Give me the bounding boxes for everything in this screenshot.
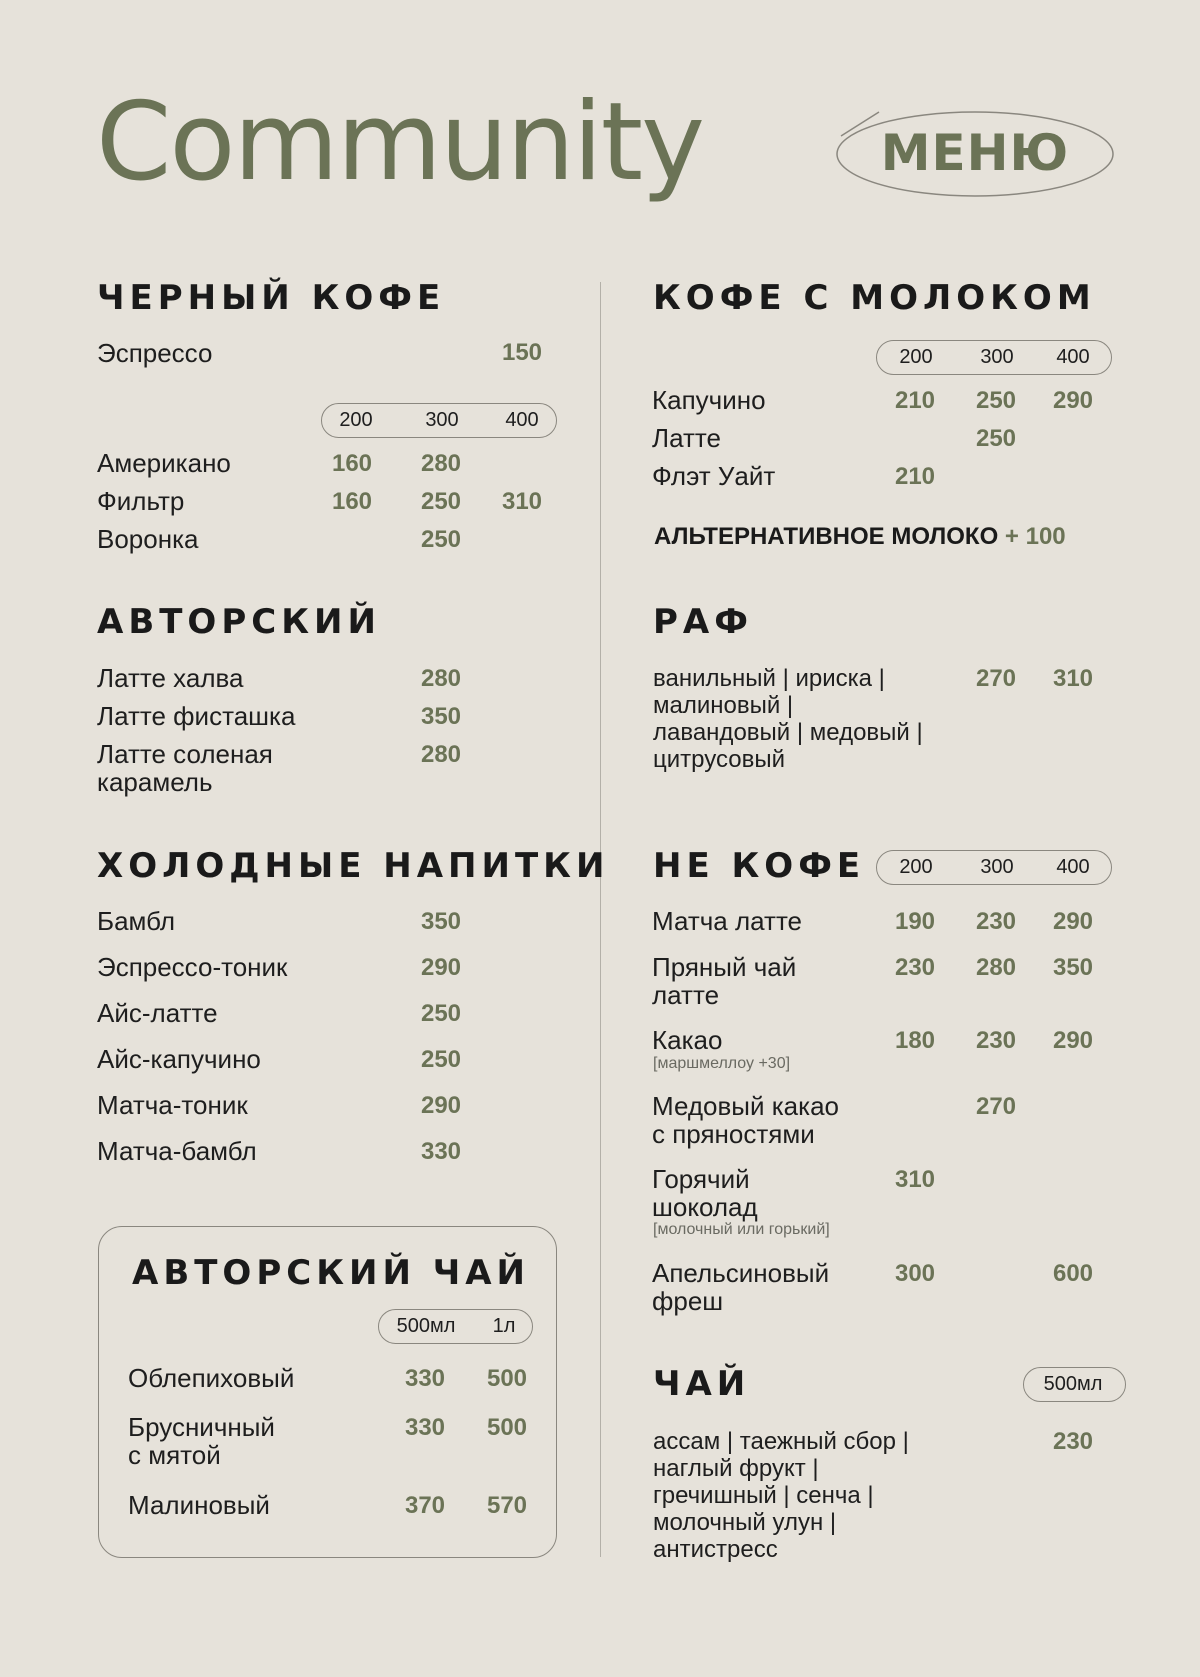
menu-item-name [652, 953, 796, 1009]
menu-item-price: 330 [404, 1414, 446, 1441]
section-title: НЕ КОФЕ [653, 846, 866, 886]
section-title: АВТОРСКИЙ ЧАЙ [132, 1253, 530, 1293]
brand-logo: Community [96, 80, 704, 205]
menu-item-name: Малиновый [128, 1490, 270, 1520]
menu-item-price: 230 [1052, 1428, 1094, 1455]
menu-item-price: 270 [975, 1093, 1017, 1120]
size-label: 500мл [396, 1315, 456, 1337]
section-title: ЧАЙ [653, 1364, 751, 1404]
size-label: 300 [980, 856, 1014, 878]
size-label: 500мл [1043, 1373, 1103, 1395]
menu-item-price: 270 [975, 665, 1017, 692]
flavor-line: малиновый | [653, 692, 794, 719]
tea-kind-line: гречишный | сенча | [653, 1482, 874, 1509]
menu-item-name-line: Брусничный [128, 1412, 275, 1442]
size-label: 300 [980, 346, 1014, 368]
menu-item-name-line: с мятой [128, 1440, 221, 1470]
menu-item-price: 210 [894, 387, 936, 414]
menu-item-price: 500 [486, 1414, 528, 1441]
menu-item-name-line: Апельсиновый [652, 1258, 830, 1288]
size-label: 400 [505, 409, 539, 431]
menu-item-price: 210 [894, 463, 936, 490]
menu-item-name: Латте [652, 423, 721, 453]
menu-item-name: Капучино [652, 385, 766, 415]
tea-kind-line: наглый фрукт | [653, 1455, 819, 1482]
menu-item-name-line: Медовый какао [652, 1091, 839, 1121]
menu-item-name [128, 1413, 275, 1469]
section-title: АВТОРСКИЙ [97, 602, 381, 642]
menu-item-name: Латте халва [97, 663, 244, 693]
menu-item-name [97, 740, 273, 796]
menu-item-price: 150 [501, 339, 543, 366]
menu-item-name-line: латте [652, 980, 720, 1010]
raf-flavors [653, 665, 923, 773]
size-label: 400 [1056, 346, 1090, 368]
menu-item-name: Облепиховый [128, 1363, 295, 1393]
size-label: 200 [899, 346, 933, 368]
menu-item-name: Воронка [97, 524, 199, 554]
menu-item-price: 180 [894, 1027, 936, 1054]
menu-item-price: 160 [331, 450, 373, 477]
menu-item-price: 350 [420, 703, 462, 730]
menu-item-price: 300 [894, 1260, 936, 1287]
alt-milk-note [654, 523, 1066, 551]
menu-item-name-line: карамель [97, 767, 213, 797]
menu-item-name [652, 1259, 829, 1315]
tea-kind-line: антистресс [653, 1536, 778, 1563]
menu-item-price: 290 [420, 1092, 462, 1119]
menu-item-price: 250 [420, 488, 462, 515]
menu-item-name-line: с пряностями [652, 1119, 815, 1149]
tea-kind-line: молочный улун | [653, 1509, 837, 1536]
menu-item-name: Какао [652, 1025, 723, 1055]
column-divider [600, 282, 601, 1557]
size-label: 200 [339, 409, 373, 431]
menu-item-name: Флэт Уайт [652, 461, 776, 491]
menu-item-price: 600 [1052, 1260, 1094, 1287]
tea-kinds [653, 1428, 909, 1563]
menu-item-price: 160 [331, 488, 373, 515]
menu-item-name-line: Пряный чай [652, 952, 797, 982]
section-title: ХОЛОДНЫЕ НАПИТКИ [97, 846, 610, 886]
menu-item-price: 280 [975, 954, 1017, 981]
menu-item-price: 250 [420, 526, 462, 553]
menu-item-name [652, 1092, 839, 1148]
alt-milk-price: + 100 [1004, 523, 1066, 550]
menu-item-price: 250 [420, 1046, 462, 1073]
menu-item-name: Эспрессо [97, 338, 213, 368]
menu-item-name-line: Латте соленая [97, 739, 273, 769]
menu-item-price: 330 [420, 1138, 462, 1165]
menu-item-price: 310 [894, 1166, 936, 1193]
menu-item-price: 250 [975, 387, 1017, 414]
menu-item-price: 290 [420, 954, 462, 981]
menu-item-price: 280 [420, 450, 462, 477]
section-title: КОФЕ С МОЛОКОМ [653, 278, 1096, 318]
flavor-line: цитрусовый [653, 746, 785, 773]
menu-item-name: Айс-латте [97, 998, 218, 1028]
menu-item-name [652, 1165, 758, 1221]
menu-item-price: 250 [975, 425, 1017, 452]
menu-item-price: 290 [1052, 1027, 1094, 1054]
menu-item-name: Эспрессо-тоник [97, 952, 288, 982]
flavor-line: лавандовый | медовый | [653, 719, 923, 746]
tea-kind-line: ассам | таежный сбор | [653, 1428, 909, 1455]
flavor-line: ванильный | ириска | [653, 665, 885, 692]
menu-item-price: 310 [501, 488, 543, 515]
menu-item-price: 230 [894, 954, 936, 981]
menu-item-name: Бамбл [97, 906, 175, 936]
menu-item-price: 250 [420, 1000, 462, 1027]
menu-item-price: 190 [894, 908, 936, 935]
menu-item-price: 330 [404, 1365, 446, 1392]
menu-item-price: 570 [486, 1492, 528, 1519]
menu-item-price: 280 [420, 665, 462, 692]
menu-item-name-line: Горячий [652, 1164, 750, 1194]
menu-item-note: [маршмеллоу +30] [653, 1055, 791, 1072]
menu-item-price: 350 [420, 908, 462, 935]
menu-item-note: [молочный или горький] [653, 1221, 830, 1238]
size-label: 1л [492, 1315, 516, 1337]
menu-badge [835, 108, 1115, 198]
menu-item-price: 370 [404, 1492, 446, 1519]
alt-milk-label: АЛЬТЕРНАТИВНОЕ МОЛОКО [654, 523, 999, 550]
menu-item-name: Матча-бамбл [97, 1136, 257, 1166]
menu-item-name: Латте фисташка [97, 701, 296, 731]
menu-item-name: Американо [97, 448, 231, 478]
menu-item-price: 280 [420, 741, 462, 768]
menu-item-name: Матча-тоник [97, 1090, 248, 1120]
menu-badge-label: МЕНЮ [880, 124, 1070, 182]
size-label: 300 [425, 409, 459, 431]
size-label: 400 [1056, 856, 1090, 878]
menu-item-name-line: шоколад [652, 1192, 758, 1222]
menu-item-price: 350 [1052, 954, 1094, 981]
menu-item-price: 290 [1052, 387, 1094, 414]
size-label: 200 [899, 856, 933, 878]
menu-item-price: 500 [486, 1365, 528, 1392]
menu-item-name: Айс-капучино [97, 1044, 261, 1074]
menu-item-price: 290 [1052, 908, 1094, 935]
menu-item-price: 310 [1052, 665, 1094, 692]
menu-item-name-line: фреш [652, 1286, 724, 1316]
menu-item-price: 230 [975, 1027, 1017, 1054]
menu-item-price: 230 [975, 908, 1017, 935]
section-title: РАФ [653, 602, 753, 642]
section-title: ЧЕРНЫЙ КОФЕ [97, 278, 446, 318]
menu-item-name: Фильтр [97, 486, 185, 516]
menu-item-name: Матча латте [652, 906, 803, 936]
